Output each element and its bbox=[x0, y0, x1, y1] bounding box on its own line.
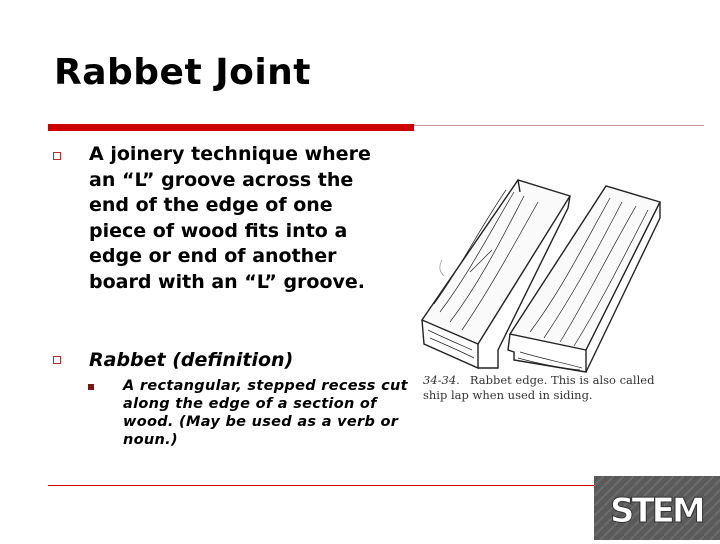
stem-logo bbox=[594, 476, 720, 540]
figure-caption bbox=[423, 373, 663, 403]
slide-title: Rabbet Joint bbox=[54, 52, 312, 93]
title-rule-line bbox=[414, 125, 704, 126]
bullet-text-rabbet: Rabbet (definition) bbox=[89, 349, 294, 371]
title-accent-bar bbox=[48, 124, 414, 131]
bullet-square-icon bbox=[53, 356, 61, 364]
sub-bullet-square-icon bbox=[88, 384, 94, 390]
bullet-square-icon bbox=[53, 152, 61, 160]
bullet-text-definition: A joinery technique where an “L” groove across the end of the edge of one piece of wood fits into a edge or end of another board with an “L” groove. bbox=[89, 143, 371, 293]
logo-text: STEM bbox=[610, 491, 703, 531]
sub-bullet-text: A rectangular, stepped recess cut along the edge of a section of wood. (May be used as a verb or noun.) bbox=[123, 378, 408, 448]
figure-caption-text: Rabbet edge. This is also called ship lap when used in siding. bbox=[423, 373, 655, 402]
figure-number: 34-34. bbox=[423, 373, 460, 387]
stem-logo-icon bbox=[594, 476, 720, 540]
